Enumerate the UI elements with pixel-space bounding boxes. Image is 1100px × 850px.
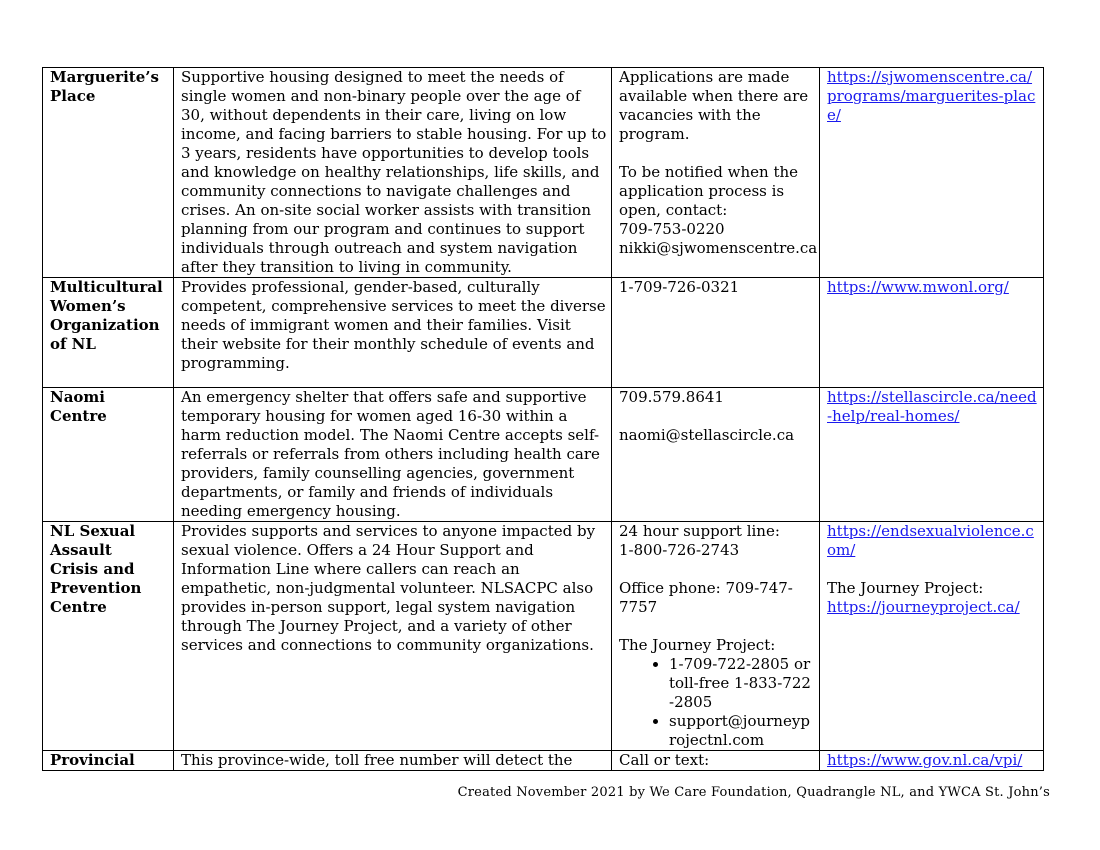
contact-label: 24 hour support line: (619, 522, 780, 540)
website-link[interactable]: https://stellascircle.ca/need-help/real-homes/ (827, 388, 1037, 425)
table-row (43, 751, 1044, 771)
org-description: An emergency shelter that offers safe and supportive temporary housing for women aged 16-30 within a harm reduction model. The Naomi Centre accepts self-referrals or referrals from others including health care providers, family counselling agencies, government departments, or family and friends of individuals needing emergency housing. (181, 388, 600, 520)
contact-email: naomi@stellascircle.ca (619, 426, 795, 444)
link-cell (820, 751, 1044, 771)
resource-table (42, 67, 1044, 771)
org-name-cell (43, 278, 174, 388)
org-name: NL Sexual Assault Crisis and Prevention Centre (50, 522, 142, 616)
org-name-cell (43, 751, 174, 771)
org-description: Supportive housing designed to meet the needs of single women and non-binary people over the age of 30, without dependents in their care, living on low income, and facing barriers to stable housing. For up to 3 years, residents have opportunities to develop tools and knowledge on healthy relationships, life skills, and community connections to navigate challenges and crises. An on-site social worker assists with transition planning from our program and continues to support individuals through outreach and system navigation after they transition to living in community. (181, 68, 607, 276)
description-cell (174, 278, 612, 388)
link-cell (820, 68, 1044, 278)
link-cell (820, 388, 1044, 522)
contact-phone: 709-753-0220 (619, 220, 725, 238)
website-link[interactable]: https://journeyproject.ca/ (827, 598, 1020, 616)
contact-office-phone: Office phone: 709-747-7757 (619, 579, 793, 616)
website-link[interactable]: https://sjwomenscentre.ca/programs/marguerites-place/ (827, 68, 1036, 124)
contact-bullet-item: • support@journeyprojectnl.com (669, 712, 815, 750)
table-row (43, 522, 1044, 751)
contact-label: The Journey Project: (619, 636, 776, 654)
link-cell (820, 522, 1044, 751)
table-row (43, 388, 1044, 522)
contact-phone: 1-709-726-0321 (619, 278, 740, 296)
description-cell (174, 522, 612, 751)
website-link[interactable]: https://www.mwonl.org/ (827, 278, 1009, 296)
description-cell (174, 751, 612, 771)
contact-cell (612, 68, 820, 278)
org-description: Provides supports and services to anyone impacted by sexual violence. Offers a 24 Hour Support and Information Line where callers can reach an empathetic, non-judgmental volunteer. NLSACPC also provides in-person support, legal system navigation through The Journey Project, and a variety of other services and connections to community organizations. (181, 522, 596, 654)
description-cell (174, 388, 612, 522)
link-label: The Journey Project: (827, 579, 984, 597)
contact-cell (612, 751, 820, 771)
table-row (43, 278, 1044, 388)
description-cell (174, 68, 612, 278)
contact-phone: 1-800-726-2743 (619, 541, 740, 559)
link-cell (820, 278, 1044, 388)
contact-phone: 709.579.8641 (619, 388, 724, 406)
org-description: This province-wide, toll free number will detect the (181, 751, 573, 769)
org-name-cell (43, 388, 174, 522)
contact-bullet-list (619, 655, 815, 750)
contact-cell (612, 388, 820, 522)
org-name: Provincial (50, 751, 135, 769)
org-name-cell (43, 522, 174, 751)
org-description: Provides professional, gender-based, culturally competent, comprehensive services to meet the diverse needs of immigrant women and their families. Visit their website for their monthly schedule of events and programming. (181, 278, 606, 372)
contact-cell (612, 278, 820, 388)
contact-text: Applications are made available when there are vacancies with the program. (619, 68, 809, 143)
contact-bullet-item: • 1-709-722-2805 or toll-free 1-833-722-2805 (669, 655, 815, 712)
contact-text: To be notified when the application process is open, contact: (619, 163, 799, 219)
org-name-cell (43, 68, 174, 278)
org-name: Marguerite’s Place (50, 68, 159, 105)
contact-cell (612, 522, 820, 751)
org-name: Naomi Centre (50, 388, 107, 425)
table-row (43, 68, 1044, 278)
contact-email: nikki@sjwomenscentre.ca (619, 239, 818, 257)
footer-credit: Created November 2021 by We Care Foundation, Quadrangle NL, and YWCA St. John’s (457, 785, 1050, 800)
org-name: Multicultural Women’s Organization of NL (50, 278, 163, 353)
website-link[interactable]: https://www.gov.nl.ca/vpi/ (827, 751, 1023, 769)
website-link[interactable]: https://endsexualviolence.com/ (827, 522, 1034, 559)
contact-label: Call or text: (619, 751, 710, 769)
